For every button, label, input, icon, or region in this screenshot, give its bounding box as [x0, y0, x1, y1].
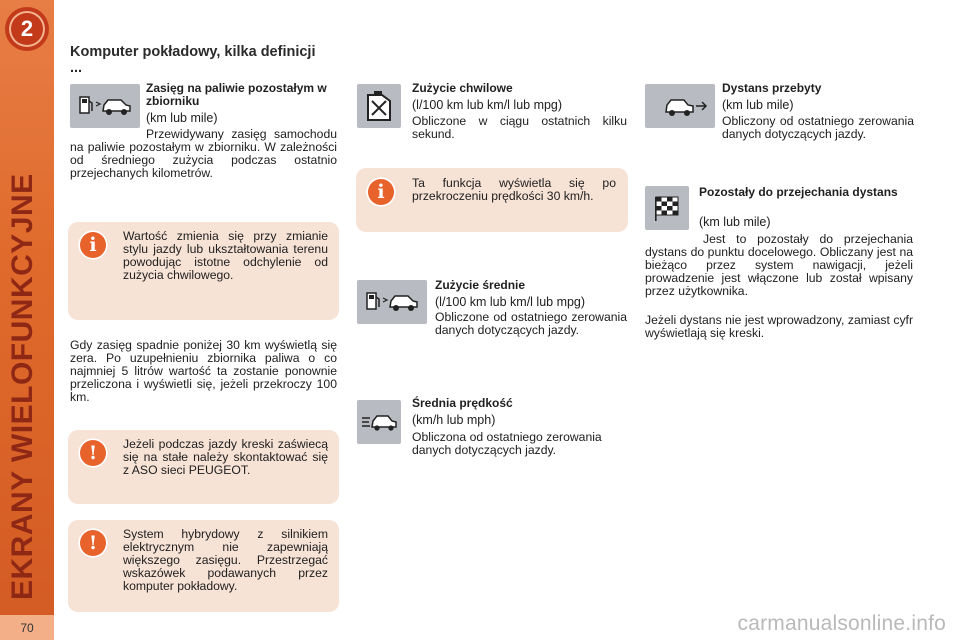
warning-note-1-text: Jeżeli podczas jazdy kreski zaświecą się na stałe należy skontaktować się z ASO sieci PEUGEOT.	[123, 437, 328, 477]
warning-note-2	[68, 520, 339, 612]
range-heading: Zasięg na paliwie pozostałym w zbiorniku	[146, 81, 327, 108]
remaining-distance-note: Jeżeli dystans nie jest wprowadzony, zamiast cyfr wyświetlają się kreski.	[645, 313, 913, 340]
remaining-distance-text: Jest to pozostały do przejechania dystans do punktu docelowego. Obliczany jest na bieżąco przez system nawigacji, jeżeli prowadzenie jest włączone lub został wpisany przez użytkownika.	[645, 232, 913, 298]
fuel-pump-car-icon	[357, 280, 427, 324]
range-text: Przewidywany zasięg samochodu na paliwie pozostałym w zbiorniku. W zależności od średniego zużycia podczas ostatnio przejechanych kilometrów.	[70, 127, 337, 180]
checkered-flag-icon	[645, 186, 689, 230]
info-note-instant-text: Ta funkcja wyświetla się po przekroczeniu prędkości 30 km/h.	[412, 176, 616, 203]
average-speed-unit: (km/h lub mph)	[412, 413, 496, 427]
chapter-badge	[9, 11, 45, 47]
section-title: EKRANY WIELOFUNKCYJNE	[6, 173, 39, 600]
average-speed-text: Obliczona od ostatniego zerowania danych dotyczących jazdy.	[412, 430, 602, 457]
average-consumption-text: Obliczone od ostatniego zerowania danych dotyczących jazdy.	[435, 310, 627, 337]
distance-travelled-text: Obliczony od ostatniego zerowania danych dotyczących jazdy.	[722, 114, 914, 141]
watermark: carmanualsonline.info	[737, 612, 946, 635]
distance-travelled-unit: (km lub mile)	[722, 98, 794, 112]
exclamation-icon: !	[78, 528, 108, 558]
car-distance-icon	[645, 84, 715, 128]
range-zero-text: Gdy zasięg spadnie poniżej 30 km wyświetlą się zera. Po uzupełnieniu zbiornika paliwa o co najmniej 5 litrów wartość ta zostanie ponownie przeliczona i wyświetli się, jeżeli przekroczy 100 km.	[70, 338, 337, 404]
fuel-can-icon	[357, 84, 401, 128]
info-note-text: Wartość zmienia się przy zmianie stylu jazdy lub ukształtowania terenu powodując istotne odchylenie od zużycia chwilowego.	[123, 229, 328, 282]
info-note-instant	[356, 168, 628, 232]
info-icon: i	[78, 230, 108, 260]
car-speed-icon	[357, 400, 401, 444]
instant-unit: (l/100 km lub km/l lub mpg)	[412, 98, 563, 112]
page-title: Komputer pokładowy, kilka definicji ...	[70, 44, 316, 76]
average-consumption-heading: Zużycie średnie	[435, 278, 526, 292]
distance-travelled-heading: Dystans przebyty	[722, 81, 822, 95]
average-consumption-unit: (l/100 km lub km/l lub mpg)	[435, 295, 586, 309]
page-number: 70	[0, 615, 54, 640]
remaining-distance-heading: Pozostały do przejechania dystans	[699, 185, 898, 199]
instant-heading: Zużycie chwilowe	[412, 81, 513, 95]
average-speed-heading: Średnia prędkość	[412, 396, 513, 410]
warning-note-1	[68, 430, 339, 504]
info-note	[68, 222, 339, 320]
fuel-pump-car-icon	[70, 84, 140, 128]
exclamation-icon: !	[78, 438, 108, 468]
instant-text: Obliczone w ciągu ostatnich kilku sekund.	[412, 114, 627, 141]
info-icon: i	[366, 177, 396, 207]
chapter-number: 2	[20, 16, 34, 41]
warning-note-2-text: System hybrydowy z silnikiem elektrycznym nie zapewniają większego zasięgu. Przestrzegać wskazówek podawanych przez komputer pokładowy.	[123, 527, 328, 593]
range-unit: (km lub mile)	[146, 111, 218, 125]
remaining-distance-unit: (km lub mile)	[699, 215, 771, 229]
